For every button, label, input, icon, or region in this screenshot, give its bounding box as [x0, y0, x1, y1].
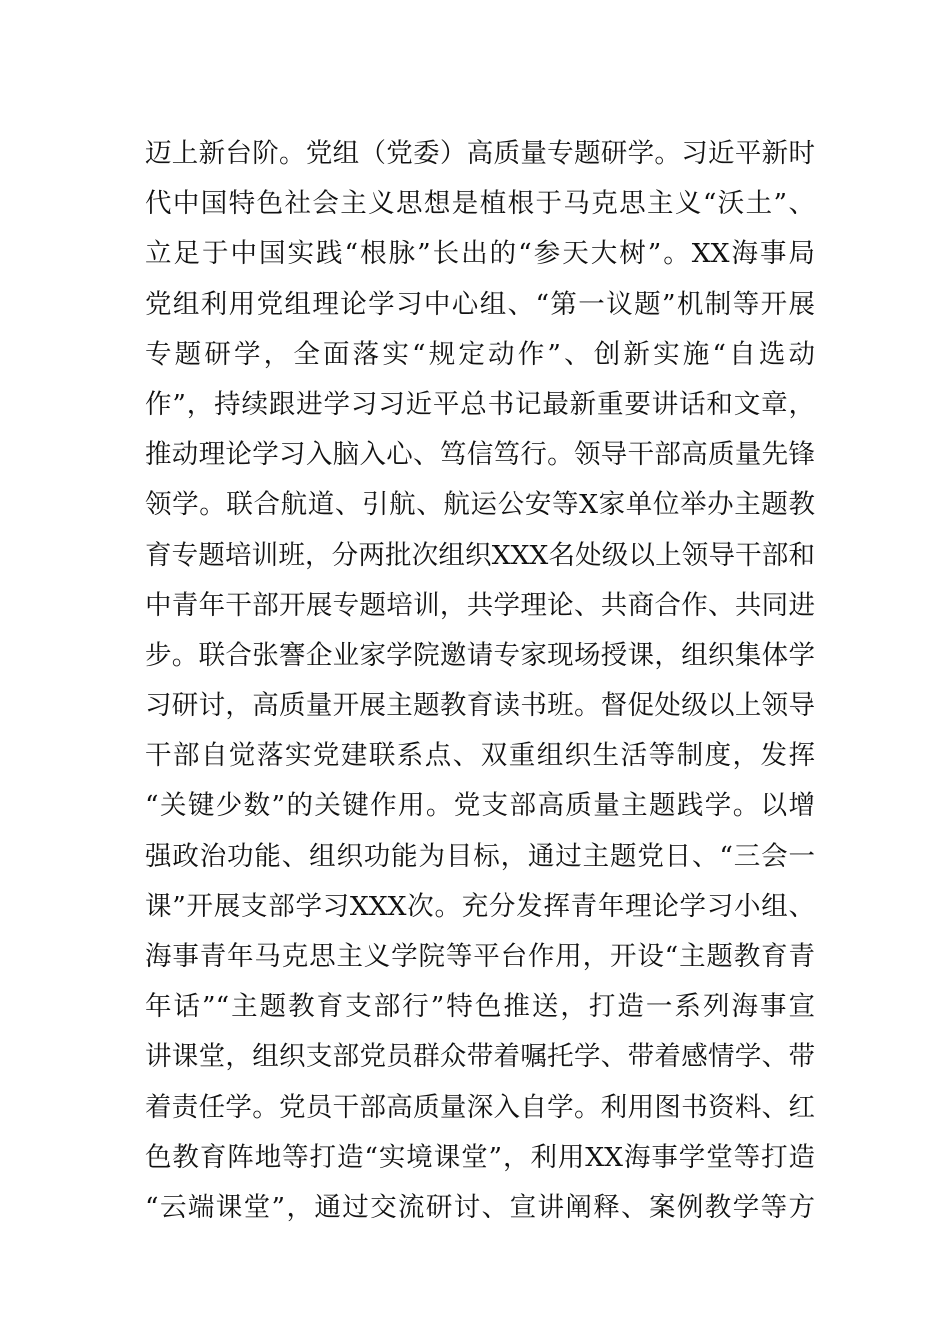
- text-line: “云端课堂”，通过交流研讨、宣讲阐释、案例教学等方: [145, 1191, 815, 1223]
- text-line: 习研讨，高质量开展主题教育读书班。督促处级以上领导: [145, 690, 815, 722]
- text-line: 强政治功能、组织功能为目标，通过主题党日、“三会一: [145, 840, 815, 872]
- text-line: 步。联合张謇企业家学院邀请专家现场授课，组织集体学: [145, 639, 815, 671]
- text-line: 迈上新台阶。党组（党委）高质量专题研学。习近平新时: [145, 138, 815, 169]
- text-line: 着责任学。党员干部高质量深入自学。利用图书资料、红: [145, 1091, 815, 1123]
- text-line: 立足于中国实践“根脉”长出的“参天大树”。XX海事局: [145, 238, 815, 270]
- text-line: 干部自觉落实党建联系点、双重组织生活等制度，发挥: [145, 740, 815, 772]
- text-line: 党组利用党组理论学习中心组、“第一议题”机制等开展: [145, 288, 815, 320]
- text-line: 色教育阵地等打造“实境课堂”，利用XX海事学堂等打造: [145, 1141, 815, 1173]
- text-line: 年话”“主题教育支部行”特色推送，打造一系列海事宣: [145, 991, 815, 1023]
- text-line: 代中国特色社会主义思想是植根于马克思主义“沃土”、: [145, 188, 815, 220]
- text-line: 领学。联合航道、引航、航运公安等X家单位举办主题教: [145, 489, 815, 521]
- body-text: [145, 129, 815, 1233]
- text-line: 专题研学，全面落实“规定动作”、创新实施“自选动: [145, 338, 815, 370]
- text-line: 讲课堂，组织支部党员群众带着嘱托学、带着感情学、带: [145, 1041, 815, 1073]
- text-line: 作”，持续跟进学习习近平总书记最新重要讲话和文章，: [145, 388, 815, 420]
- text-line: “关键少数”的关键作用。党支部高质量主题践学。以增: [145, 790, 815, 822]
- text-line: 中青年干部开展专题培训，共学理论、共商合作、共同进: [145, 589, 815, 621]
- text-line: 推动理论学习入脑入心、笃信笃行。领导干部高质量先锋: [145, 439, 815, 471]
- text-line: 育专题培训班，分两批次组织XXX名处级以上领导干部和: [145, 539, 815, 571]
- text-line: 课”开展支部学习XXX次。充分发挥青年理论学习小组、: [145, 890, 815, 922]
- text-line: 海事青年马克思主义学院等平台作用，开设“主题教育青: [145, 941, 815, 972]
